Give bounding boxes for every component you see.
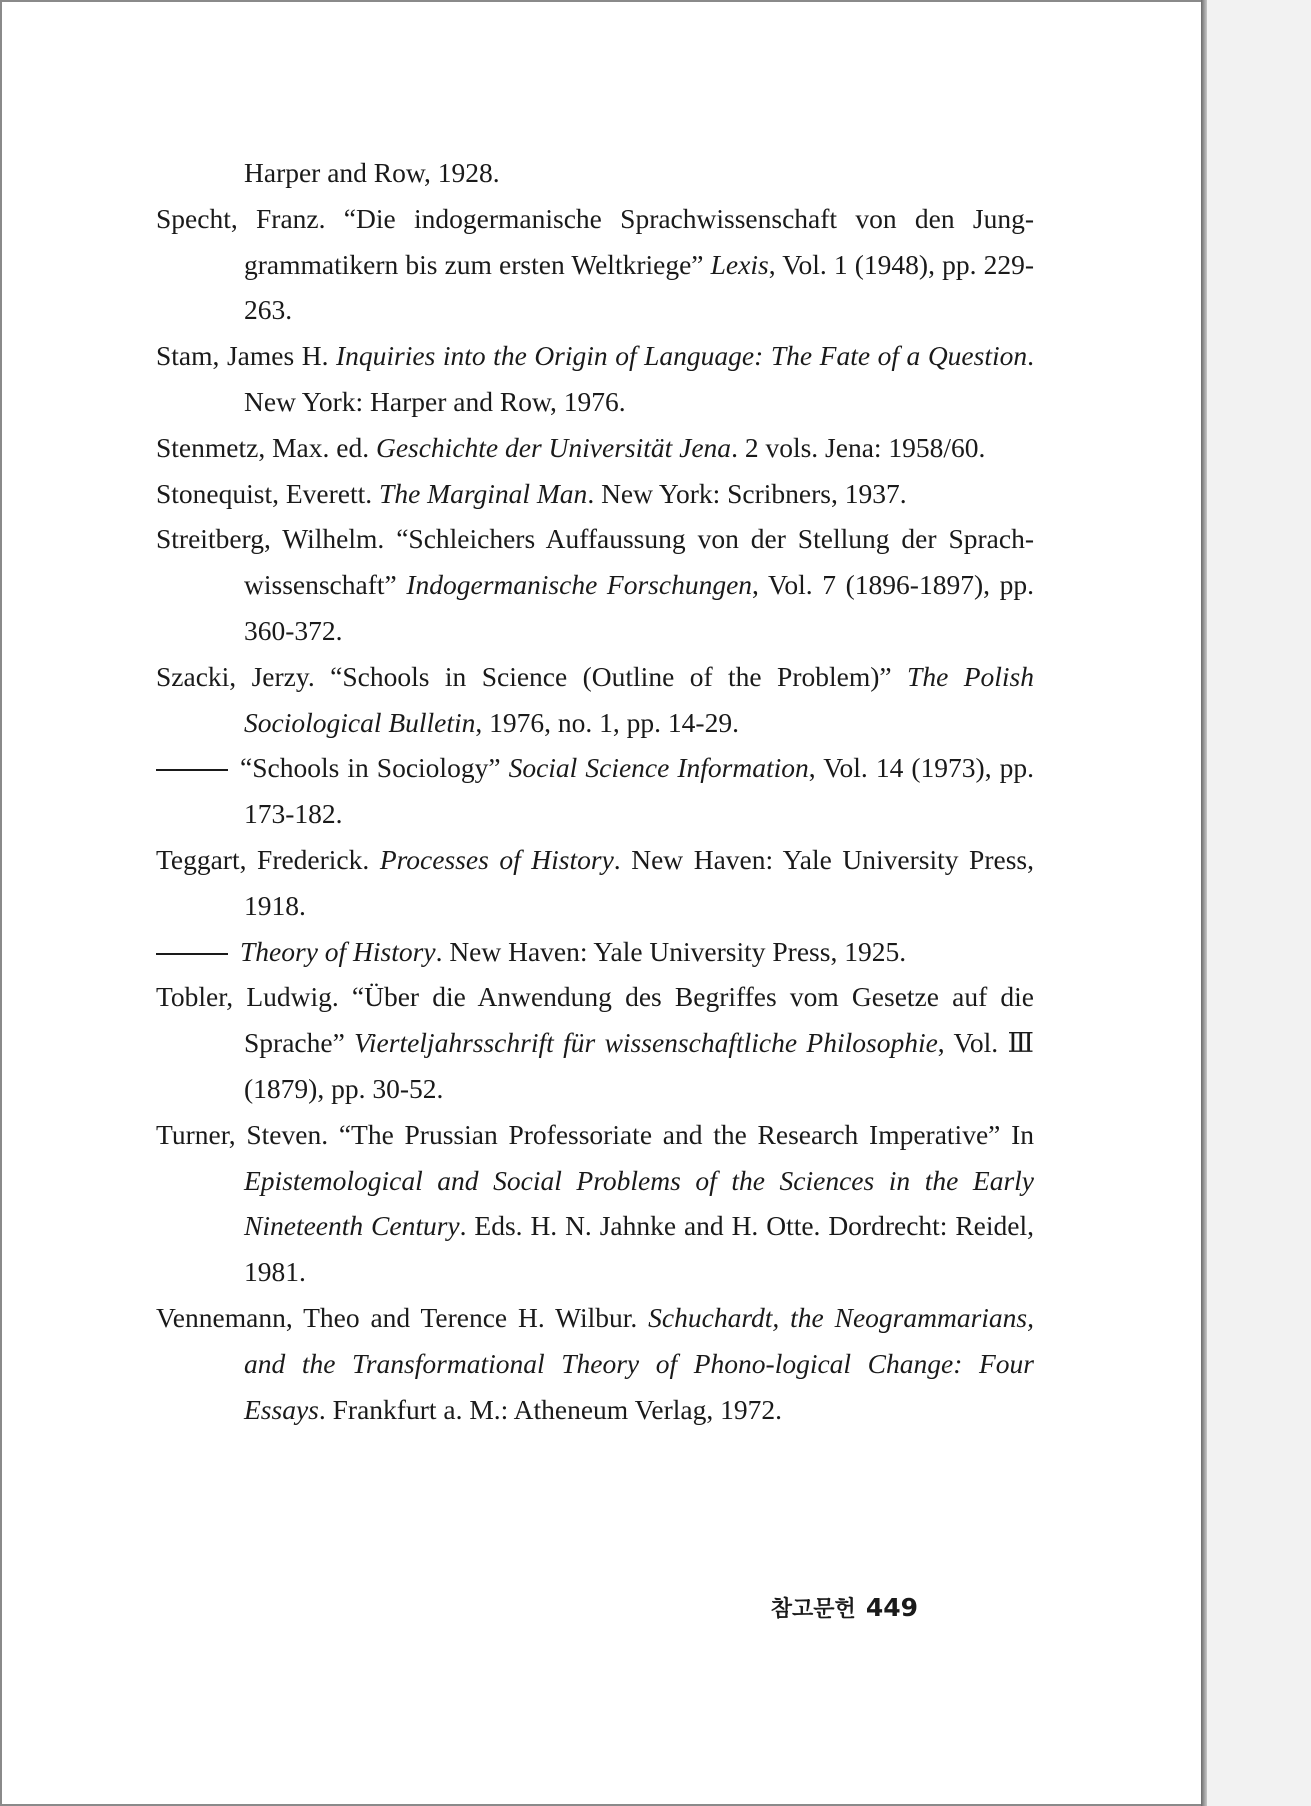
entry-details: . New York: Scribners, 1937. <box>587 477 907 509</box>
entry-details: . New Haven: Yale University Press, 1918. <box>244 843 1034 921</box>
entry-details: . Frankfurt a. M.: Atheneum Verlag, 1972. <box>318 1393 782 1425</box>
reference-entry-specht <box>156 196 1034 333</box>
entry-text: Teggart, Frederick. <box>156 843 380 875</box>
entry-title: Epistemological and Social Problems of the Sciences in the Early Nineteenth Century <box>244 1164 1034 1242</box>
page-edge <box>1201 0 1207 1806</box>
entry-title: Schuchardt, the Neogrammarians, and the Transformational Theory of Phono-logical Change: Four Essays <box>244 1301 1034 1425</box>
entry-details: , Vol. Ⅲ (1879), pp. 30-52. <box>244 1027 1034 1104</box>
entry-title: Lexis <box>710 248 769 280</box>
entry-details: , Vol. 1 (1948), pp. 229-263. <box>244 248 1034 326</box>
reference-entry-continuation <box>156 150 1034 196</box>
reference-entry-teggart-2 <box>156 929 1034 975</box>
entry-text: Stam, James H. <box>156 340 336 372</box>
page-number: 449 <box>865 1593 918 1622</box>
entry-text: Turner, Steven. “The Prussian Professoriate and the Research Imperative” In <box>156 1118 1034 1150</box>
entry-details: , 1976, no. 1, pp. 14-29. <box>475 706 739 738</box>
entry-text: Specht, Franz. “Die indogermanische Sprachwissenschaft von den Jung-grammatikern bis zum ersten Weltkriege” <box>156 202 1034 280</box>
entry-details: , Vol. 14 (1973), pp. 173-182. <box>244 752 1034 830</box>
reference-entry-stenmetz <box>156 425 1034 471</box>
entry-title: Inquiries into the Origin of Language: The Fate of a Question <box>336 340 1028 372</box>
entry-details: , Vol. 7 (1896-1897), pp. 360-372. <box>244 569 1034 646</box>
entry-title: Vierteljahrsschrift für wissenschaftliche Philosophie <box>354 1027 938 1059</box>
entry-text: Vennemann, Theo and Terence H. Wilbur. <box>156 1301 649 1333</box>
reference-entry-streitberg <box>156 516 1034 653</box>
entry-title: Indogermanische Forschungen <box>406 569 753 601</box>
reference-entry-szacki <box>156 654 1034 746</box>
reference-list <box>156 150 1034 1432</box>
reference-entry-szacki-2 <box>156 745 1034 837</box>
entry-details: . New York: Harper and Row, 1976. <box>244 340 1034 417</box>
entry-title: Theory of History <box>240 935 436 967</box>
entry-title: Social Science Information <box>508 752 809 784</box>
entry-title: The Marginal Man <box>379 477 588 509</box>
reference-entry-tobler <box>156 974 1034 1111</box>
reference-entry-teggart <box>156 837 1034 929</box>
reference-entry-turner <box>156 1112 1034 1295</box>
section-title: 참고문헌 <box>770 1597 856 1622</box>
entry-title: The Polish Sociological Bulletin <box>244 660 1035 738</box>
entry-title: Geschichte der Universität Jena <box>375 431 732 463</box>
repeated-author-dash <box>156 769 228 771</box>
entry-details: . 2 vols. Jena: 1958/60. <box>731 431 986 463</box>
reference-entry-stam <box>156 333 1034 425</box>
entry-text: Stonequist, Everett. <box>156 477 380 509</box>
entry-text: “Schools in Sociology” <box>240 752 509 784</box>
entry-text: Szacki, Jerzy. “Schools in Science (Outline of the Problem)” <box>156 660 908 692</box>
entry-text: Streitberg, Wilhelm. “Schleichers Auffaussung von der Stellung der Sprach- wissenschaft” <box>156 523 1034 601</box>
repeated-author-dash <box>156 953 228 955</box>
entry-title: Processes of History <box>379 843 614 875</box>
entry-text: Harper and Row, 1928. <box>244 157 500 188</box>
entry-text: Tobler, Ludwig. “Über die Anwendung des Begriffes vom Gesetze auf die Sprache” <box>156 981 1034 1059</box>
entry-details: . New Haven: Yale University Press, 1925. <box>435 935 907 967</box>
entry-text: Stenmetz, Max. ed. <box>156 431 376 463</box>
entry-details: . Eds. H. N. Jahnke and H. Otte. Dordrecht: Reidel, 1981. <box>244 1210 1034 1288</box>
reference-entry-stonequist <box>156 471 1034 517</box>
page-footer <box>771 1592 918 1623</box>
reference-entry-vennemann <box>156 1295 1034 1432</box>
